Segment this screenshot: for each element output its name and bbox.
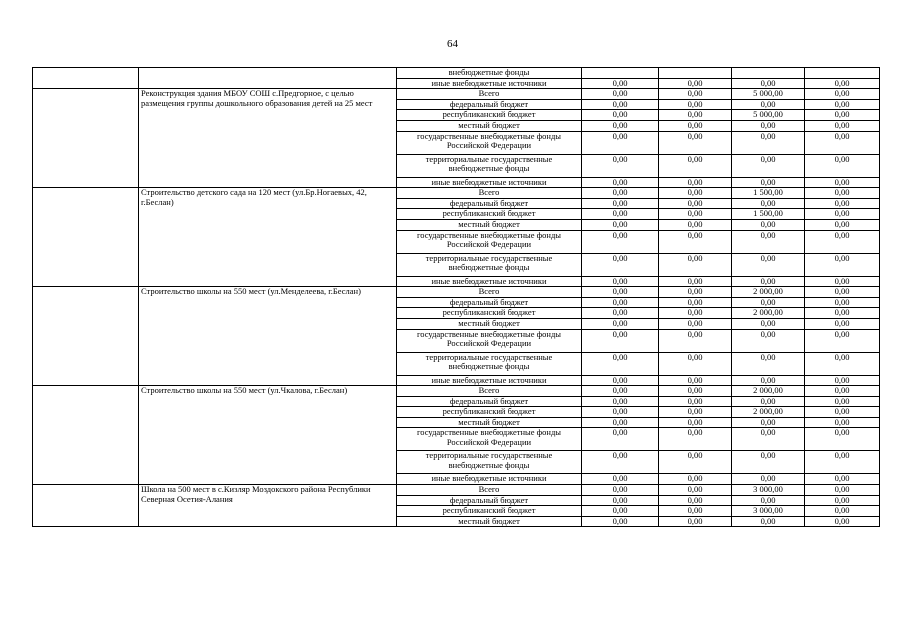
funding-source-cell: государственные внебюджетные фонды Российской Федерации (397, 131, 582, 154)
funding-source-cell: местный бюджет (397, 516, 582, 527)
project-name-cell: Реконструкция здания МБОУ СОШ с.Предгорное, с целью размещения группы дошкольного образования детей на 25 мест (139, 89, 397, 188)
budget-table (32, 67, 880, 527)
value-cell: 0,00 (805, 110, 880, 121)
value-cell: 0,00 (732, 495, 805, 506)
value-cell: 2 000,00 (732, 407, 805, 418)
value-cell: 0,00 (582, 386, 659, 397)
funding-source-cell: республиканский бюджет (397, 506, 582, 517)
number-cell (33, 89, 139, 188)
value-cell: 0,00 (659, 396, 732, 407)
value-cell: 0,00 (805, 407, 880, 418)
value-cell: 0,00 (732, 297, 805, 308)
value-cell: 0,00 (582, 177, 659, 188)
project-name-cell: Строительство школы на 550 мест (ул.Чкалова, г.Беслан) (139, 386, 397, 485)
value-cell: 0,00 (659, 89, 732, 100)
value-cell: 0,00 (659, 329, 732, 352)
value-cell: 0,00 (732, 230, 805, 253)
value-cell: 0,00 (659, 417, 732, 428)
value-cell: 0,00 (805, 417, 880, 428)
value-cell: 0,00 (805, 451, 880, 474)
value-cell (659, 68, 732, 79)
value-cell: 0,00 (805, 154, 880, 177)
value-cell: 0,00 (732, 428, 805, 451)
funding-source-cell: Всего (397, 386, 582, 397)
funding-source-cell: иные внебюджетные источники (397, 474, 582, 485)
funding-source-cell: Всего (397, 89, 582, 100)
value-cell: 0,00 (582, 198, 659, 209)
value-cell: 0,00 (732, 154, 805, 177)
funding-source-cell: республиканский бюджет (397, 110, 582, 121)
value-cell: 0,00 (805, 276, 880, 287)
value-cell: 3 000,00 (732, 506, 805, 517)
table-row (33, 485, 880, 496)
funding-source-cell: территориальные государственные внебюджетные фонды (397, 451, 582, 474)
value-cell: 0,00 (582, 375, 659, 386)
value-cell: 0,00 (805, 428, 880, 451)
value-cell: 0,00 (659, 451, 732, 474)
funding-source-cell: местный бюджет (397, 318, 582, 329)
value-cell: 5 000,00 (732, 89, 805, 100)
value-cell: 0,00 (805, 485, 880, 496)
value-cell: 5 000,00 (732, 110, 805, 121)
value-cell: 0,00 (805, 177, 880, 188)
budget-table-body (33, 68, 880, 527)
value-cell: 0,00 (582, 485, 659, 496)
value-cell: 0,00 (805, 78, 880, 89)
value-cell: 0,00 (805, 516, 880, 527)
value-cell: 0,00 (659, 485, 732, 496)
value-cell: 0,00 (659, 407, 732, 418)
value-cell: 0,00 (732, 120, 805, 131)
project-name-cell (139, 68, 397, 89)
value-cell: 0,00 (659, 428, 732, 451)
value-cell: 0,00 (732, 417, 805, 428)
value-cell: 0,00 (582, 451, 659, 474)
value-cell: 3 000,00 (732, 485, 805, 496)
value-cell (732, 68, 805, 79)
value-cell: 0,00 (805, 329, 880, 352)
value-cell: 0,00 (582, 99, 659, 110)
value-cell: 0,00 (805, 253, 880, 276)
funding-source-cell: иные внебюджетные источники (397, 276, 582, 287)
value-cell: 2 000,00 (732, 386, 805, 397)
table-row (33, 68, 880, 79)
value-cell: 0,00 (659, 474, 732, 485)
value-cell: 0,00 (732, 474, 805, 485)
funding-source-cell: местный бюджет (397, 219, 582, 230)
value-cell: 0,00 (732, 99, 805, 110)
value-cell: 0,00 (582, 417, 659, 428)
funding-source-cell: иные внебюджетные источники (397, 177, 582, 188)
value-cell: 0,00 (582, 89, 659, 100)
table-row (33, 188, 880, 199)
value-cell: 0,00 (582, 352, 659, 375)
project-name-cell: Школа на 500 мест в с.Кизляр Моздокского района Республики Северная Осетия-Алания (139, 485, 397, 527)
value-cell: 0,00 (659, 287, 732, 298)
funding-source-cell: иные внебюджетные источники (397, 375, 582, 386)
value-cell: 0,00 (732, 78, 805, 89)
table-row (33, 386, 880, 397)
value-cell: 0,00 (582, 219, 659, 230)
funding-source-cell: Всего (397, 287, 582, 298)
value-cell (582, 68, 659, 79)
value-cell: 0,00 (582, 396, 659, 407)
value-cell: 2 000,00 (732, 287, 805, 298)
value-cell: 0,00 (659, 131, 732, 154)
value-cell: 0,00 (582, 209, 659, 220)
value-cell: 0,00 (659, 506, 732, 517)
value-cell: 0,00 (805, 506, 880, 517)
value-cell: 2 000,00 (732, 308, 805, 319)
value-cell: 0,00 (582, 506, 659, 517)
value-cell: 0,00 (805, 99, 880, 110)
funding-source-cell: Всего (397, 485, 582, 496)
value-cell: 0,00 (659, 308, 732, 319)
project-name-cell: Строительство детского сада на 120 мест (ул.Бр.Ногаевых, 42, г.Беслан) (139, 188, 397, 287)
value-cell: 0,00 (805, 209, 880, 220)
value-cell: 0,00 (732, 375, 805, 386)
value-cell: 0,00 (659, 253, 732, 276)
number-cell (33, 188, 139, 287)
value-cell: 0,00 (582, 308, 659, 319)
value-cell: 0,00 (805, 474, 880, 485)
number-cell (33, 485, 139, 527)
funding-source-cell: государственные внебюджетные фонды Российской Федерации (397, 428, 582, 451)
funding-source-cell: местный бюджет (397, 120, 582, 131)
value-cell: 0,00 (732, 451, 805, 474)
value-cell: 0,00 (659, 276, 732, 287)
project-name-cell: Строительство школы на 550 мест (ул.Менделеева, г.Беслан) (139, 287, 397, 386)
number-cell (33, 386, 139, 485)
funding-source-cell: местный бюджет (397, 417, 582, 428)
value-cell: 0,00 (659, 78, 732, 89)
funding-source-cell: федеральный бюджет (397, 396, 582, 407)
funding-source-cell: федеральный бюджет (397, 198, 582, 209)
value-cell: 0,00 (805, 219, 880, 230)
funding-source-cell: территориальные государственные внебюджетные фонды (397, 253, 582, 276)
value-cell: 0,00 (805, 352, 880, 375)
value-cell: 0,00 (732, 329, 805, 352)
value-cell: 0,00 (805, 287, 880, 298)
value-cell: 0,00 (659, 110, 732, 121)
value-cell: 0,00 (659, 120, 732, 131)
value-cell: 0,00 (659, 352, 732, 375)
value-cell: 0,00 (805, 89, 880, 100)
value-cell: 0,00 (805, 131, 880, 154)
funding-source-cell: иные внебюджетные источники (397, 78, 582, 89)
funding-source-cell: федеральный бюджет (397, 297, 582, 308)
table-row (33, 89, 880, 100)
funding-source-cell: республиканский бюджет (397, 308, 582, 319)
value-cell: 0,00 (582, 78, 659, 89)
value-cell: 0,00 (582, 276, 659, 287)
value-cell: 0,00 (732, 352, 805, 375)
value-cell: 0,00 (732, 131, 805, 154)
value-cell: 1 500,00 (732, 188, 805, 199)
value-cell: 0,00 (582, 188, 659, 199)
page-number: 64 (447, 38, 458, 50)
value-cell: 0,00 (582, 253, 659, 276)
value-cell: 0,00 (659, 516, 732, 527)
funding-source-cell: республиканский бюджет (397, 209, 582, 220)
table-row (33, 287, 880, 298)
value-cell: 0,00 (582, 287, 659, 298)
value-cell: 0,00 (805, 230, 880, 253)
value-cell: 0,00 (659, 188, 732, 199)
value-cell: 0,00 (805, 188, 880, 199)
value-cell: 0,00 (732, 198, 805, 209)
value-cell: 0,00 (582, 230, 659, 253)
value-cell: 0,00 (582, 329, 659, 352)
value-cell: 0,00 (582, 154, 659, 177)
value-cell: 0,00 (659, 386, 732, 397)
value-cell: 0,00 (659, 198, 732, 209)
funding-source-cell: республиканский бюджет (397, 407, 582, 418)
funding-source-cell: территориальные государственные внебюджетные фонды (397, 154, 582, 177)
value-cell: 0,00 (582, 131, 659, 154)
value-cell: 0,00 (582, 516, 659, 527)
value-cell: 0,00 (732, 396, 805, 407)
value-cell: 0,00 (732, 177, 805, 188)
funding-source-cell: государственные внебюджетные фонды Российской Федерации (397, 230, 582, 253)
funding-source-cell: Всего (397, 188, 582, 199)
value-cell: 0,00 (732, 219, 805, 230)
value-cell: 1 500,00 (732, 209, 805, 220)
value-cell: 0,00 (659, 219, 732, 230)
value-cell: 0,00 (659, 99, 732, 110)
value-cell: 0,00 (805, 375, 880, 386)
value-cell: 0,00 (805, 396, 880, 407)
value-cell: 0,00 (582, 297, 659, 308)
value-cell: 0,00 (659, 209, 732, 220)
value-cell: 0,00 (732, 276, 805, 287)
value-cell: 0,00 (659, 230, 732, 253)
value-cell (805, 68, 880, 79)
value-cell: 0,00 (805, 495, 880, 506)
number-cell (33, 287, 139, 386)
value-cell: 0,00 (732, 318, 805, 329)
value-cell: 0,00 (582, 495, 659, 506)
funding-source-cell: федеральный бюджет (397, 99, 582, 110)
number-cell (33, 68, 139, 89)
value-cell: 0,00 (582, 407, 659, 418)
value-cell: 0,00 (659, 177, 732, 188)
value-cell: 0,00 (805, 386, 880, 397)
value-cell: 0,00 (582, 318, 659, 329)
funding-source-cell: внебюджетные фонды (397, 68, 582, 79)
value-cell: 0,00 (659, 154, 732, 177)
value-cell: 0,00 (582, 474, 659, 485)
value-cell: 0,00 (732, 516, 805, 527)
value-cell: 0,00 (805, 318, 880, 329)
value-cell: 0,00 (659, 375, 732, 386)
value-cell: 0,00 (805, 308, 880, 319)
value-cell: 0,00 (582, 120, 659, 131)
value-cell: 0,00 (805, 120, 880, 131)
funding-source-cell: государственные внебюджетные фонды Российской Федерации (397, 329, 582, 352)
value-cell: 0,00 (659, 297, 732, 308)
value-cell: 0,00 (732, 253, 805, 276)
value-cell: 0,00 (805, 297, 880, 308)
value-cell: 0,00 (659, 495, 732, 506)
funding-source-cell: федеральный бюджет (397, 495, 582, 506)
value-cell: 0,00 (805, 198, 880, 209)
value-cell: 0,00 (582, 110, 659, 121)
funding-source-cell: территориальные государственные внебюджетные фонды (397, 352, 582, 375)
value-cell: 0,00 (659, 318, 732, 329)
value-cell: 0,00 (582, 428, 659, 451)
